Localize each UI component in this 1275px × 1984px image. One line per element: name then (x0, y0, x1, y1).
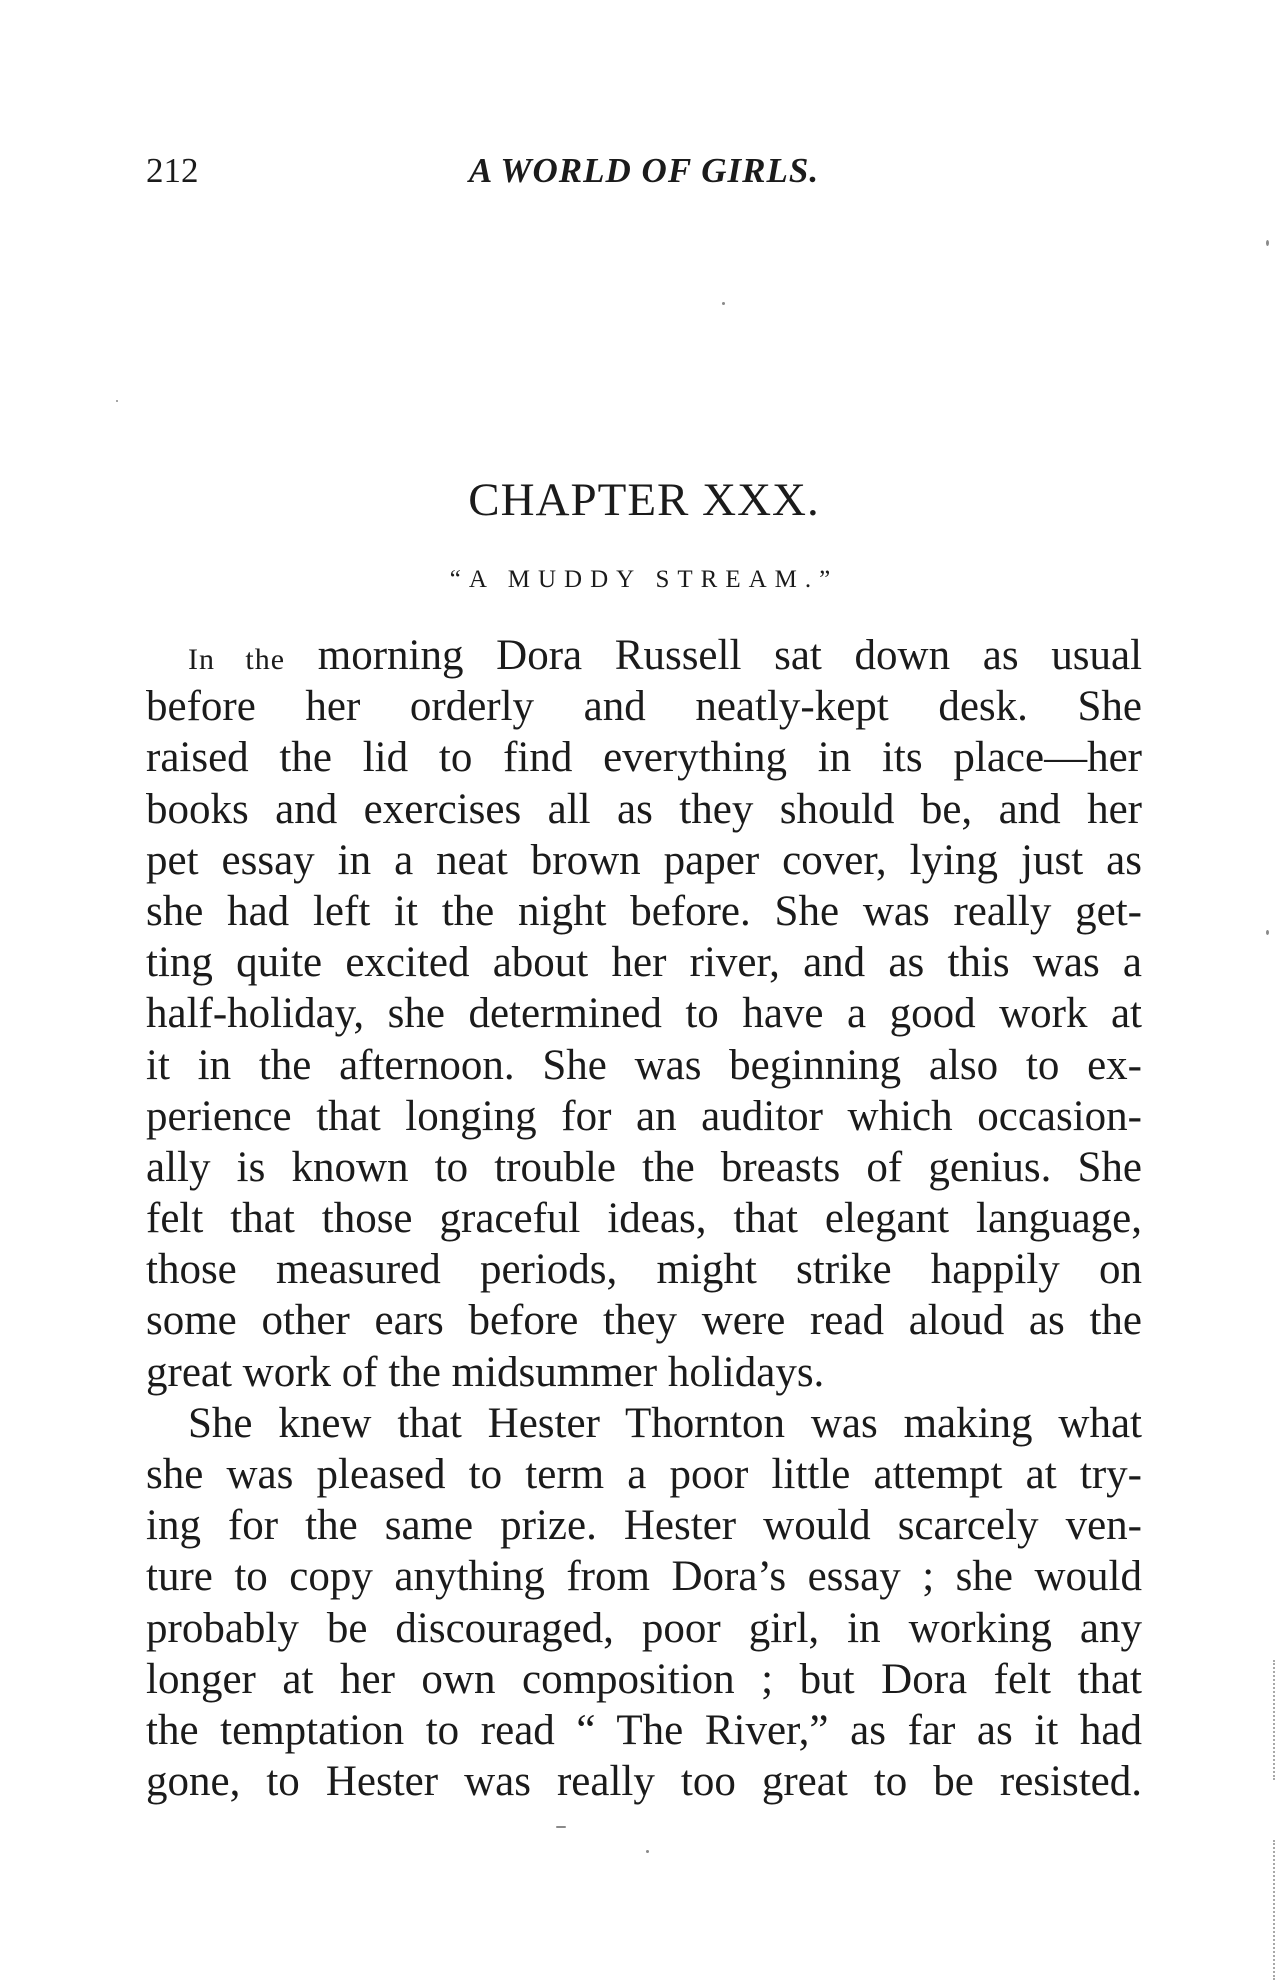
text-line: she was pleased to term a poor little attempt at try- (146, 1451, 1142, 1498)
chapter-heading: CHAPTER XXX. (468, 474, 820, 526)
text-line: those measured periods, might strike happily on (146, 1246, 1142, 1294)
scan-speck (556, 1826, 566, 1828)
text-line: felt that those graceful ideas, that elegant language, (146, 1195, 1142, 1243)
page-edge-marks (1270, 1660, 1275, 1780)
text-line: gone, to Hester was really too great to be resisted. (146, 1758, 1142, 1806)
text-line: half-holiday, she determined to have a good work at (146, 990, 1142, 1038)
running-head (146, 146, 1142, 196)
text-line: perience that longing for an auditor which occasion- (146, 1092, 1142, 1140)
text-line: some other ears before they were read aloud as the (146, 1297, 1142, 1345)
scan-speck (1266, 240, 1269, 246)
scan-speck (646, 1850, 649, 1853)
text-line: ting quite excited about her river, and as this was a (146, 939, 1142, 987)
page-edge-marks (1270, 1840, 1275, 1980)
running-title: A WORLD OF GIRLS. (468, 151, 820, 190)
text-line: longer at her own composition ; but Dora felt that (146, 1655, 1142, 1703)
scan-speck (722, 302, 725, 305)
text-line: books and exercises all as they should be, and her (146, 785, 1142, 833)
text-line: before her orderly and neatly-kept desk. She (146, 683, 1142, 731)
text-line: raised the lid to find everything in its place—her (146, 734, 1142, 782)
text-line: She knew that Hester Thornton was making what (188, 1399, 1142, 1447)
text-line: ally is known to trouble the breasts of genius. She (146, 1143, 1142, 1191)
text-line: In the morning Dora Russell sat down as usual (188, 632, 1143, 679)
chapter-subtitle: “A MUDDY STREAM.” (449, 566, 839, 593)
page-number: 212 (146, 151, 199, 190)
text-line: the temptation to read “ The River,” as far as it had (146, 1706, 1142, 1754)
text-line: ing for the same prize. Hester would scarcely ven- (146, 1502, 1142, 1550)
text-line: she had left it the night before. She was really get- (146, 887, 1142, 935)
scan-speck (116, 400, 118, 402)
chapter-body (146, 630, 1142, 1807)
text-line: pet essay in a neat brown paper cover, lying just as (146, 836, 1142, 884)
text-line: probably be discouraged, poor girl, in working any (146, 1604, 1142, 1652)
text-line: it in the afternoon. She was beginning also to ex- (146, 1041, 1142, 1089)
scan-speck (1266, 930, 1269, 935)
opening-smallcaps: In the (188, 643, 286, 676)
text-line: ture to copy anything from Dora’s essay ; she would (146, 1553, 1142, 1601)
text-line: great work of the midsummer holidays. (146, 1348, 825, 1396)
